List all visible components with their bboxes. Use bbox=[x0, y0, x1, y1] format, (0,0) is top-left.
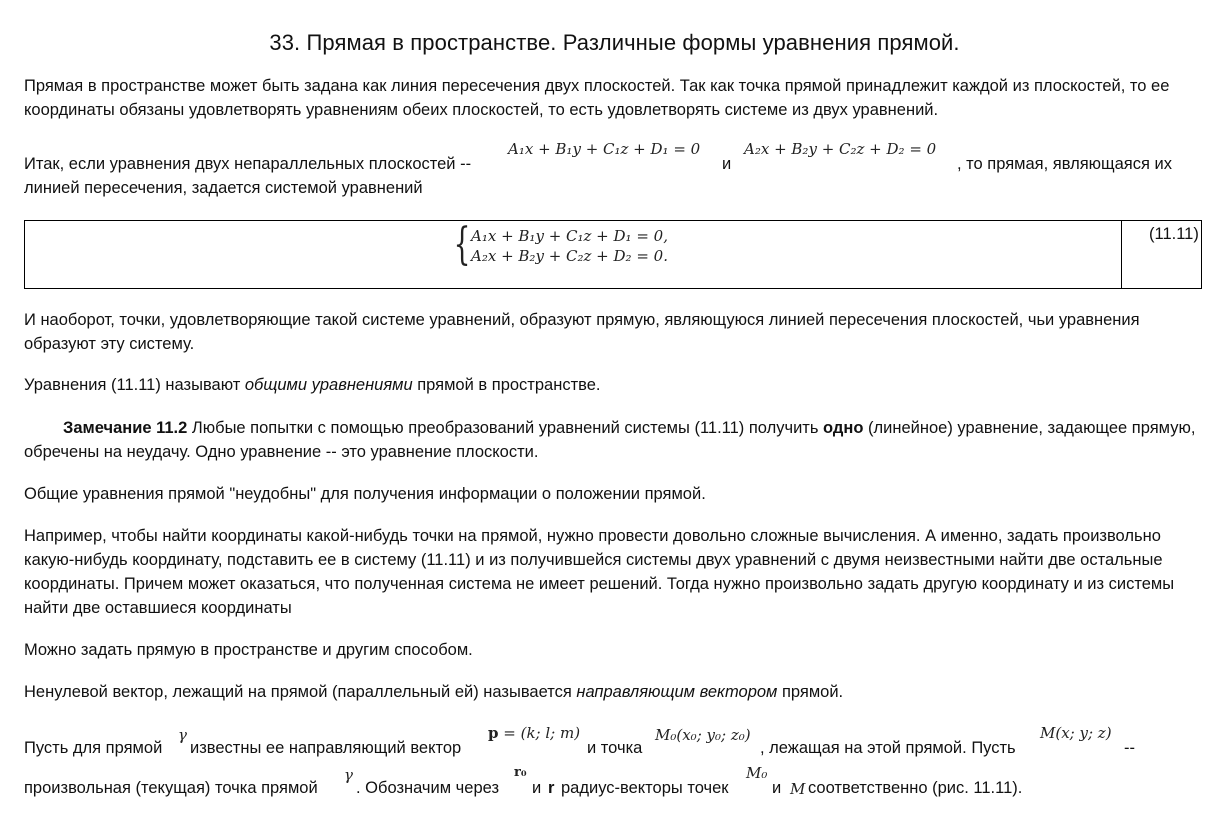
gamma-symbol: γ bbox=[178, 726, 187, 744]
point-M: M(x; y; z) bbox=[1040, 724, 1112, 742]
brace-symbol: { bbox=[453, 219, 471, 270]
system-equation-2: A₂x + B₂y + C₂z + D₂ = 0. bbox=[471, 247, 668, 265]
point-M0-short: M₀ bbox=[746, 764, 768, 782]
paragraph-other-way: Можно задать прямую в пространстве и другим способом. bbox=[24, 641, 473, 659]
direction-vector-formula bbox=[488, 724, 580, 742]
box-divider bbox=[1121, 221, 1122, 288]
point-M0: M₀(x₀; y₀; z₀) bbox=[655, 726, 751, 744]
p9-text-f: произвольная (текущая) точка прямой bbox=[24, 779, 318, 797]
vector-p-coords: = (k; l; m) bbox=[503, 724, 581, 742]
p9-text-g: . Обозначим через bbox=[356, 779, 500, 797]
remark-label: Замечание 11.2 bbox=[63, 419, 188, 437]
remark-11-2 bbox=[24, 416, 1209, 464]
text: Любые попытки с помощью преобразований уравнений системы (11.11) получить bbox=[187, 419, 824, 437]
paragraph-conversely: И наоборот, точки, удовлетворяющие такой системе уравнений, образуют прямую, являющуюся линией пересечения плоскостей, чьи уравнения образуют эту систему. bbox=[24, 311, 1140, 353]
equation-number: (11.11) bbox=[1149, 225, 1199, 243]
equation-system-box bbox=[24, 220, 1202, 289]
page-title: 33. Прямая в пространстве. Различные формы уравнения прямой. bbox=[269, 30, 960, 55]
text: прямой в пространстве. bbox=[412, 376, 601, 394]
text: прямой. bbox=[777, 683, 844, 701]
p9-text-a: Пусть для прямой bbox=[24, 739, 163, 757]
p9-text-j: и bbox=[772, 779, 782, 797]
text: (линейное) уравнение, задающее прямую, обречены на неудачу. Одно уравнение -- это уравнение плоскости. bbox=[24, 419, 1196, 461]
paragraph-direction-vector bbox=[24, 680, 1209, 704]
paragraph-2-end: , то прямая, являющаяся их bbox=[957, 155, 1172, 173]
p9-text-c: и точка bbox=[587, 739, 643, 757]
paragraph-general-equations bbox=[24, 373, 1209, 397]
text: Ненулевой вектор, лежащий на прямой (параллельный ей) называется bbox=[24, 683, 577, 701]
p9-text-b: известны ее направляющий вектор bbox=[190, 739, 462, 757]
vector-r: r bbox=[548, 779, 555, 797]
term-direction-vector: направляющим вектором bbox=[576, 683, 778, 701]
text: Уравнения (11.11) называют bbox=[24, 376, 245, 394]
p9-text-i: радиус-векторы точек bbox=[561, 779, 729, 797]
gamma-symbol-2: γ bbox=[344, 766, 353, 784]
paragraph-example: Например, чтобы найти координаты какой-нибудь точки на прямой, нужно провести довольно сложные вычисления. А именно, задать произвольно какую-нибудь координату, подставить ее в систему (11.11) и из получившейся системы двух уравнений с двумя неизвестными найти две остальные координаты. Причем может оказаться, что полученная система не имеет решений. Тогда нужно произвольно задать другую координату и из системы найти две оставшиеся координаты bbox=[24, 527, 1175, 617]
paragraph-intro: Прямая в пространстве может быть задана как линия пересечения двух плоскостей. Так как точка прямой принадлежит каждой из плоскостей, то ее координаты обязаны удовлетворять уравнениям обеих плоскостей, то есть удовлетворять системе из двух уравнений. bbox=[24, 77, 1170, 119]
p9-text-k: соответственно (рис. 11.11). bbox=[808, 779, 1023, 797]
paragraph-inconvenient: Общие уравнения прямой "неудобны" для получения информации о положении прямой. bbox=[24, 485, 706, 503]
paragraph-2-line2: линией пересечения, задается системой уравнений bbox=[24, 179, 423, 197]
term-general-equations: общими уравнениями bbox=[244, 376, 413, 394]
remark-strong: одно bbox=[823, 419, 864, 437]
p9-dash: -- bbox=[1124, 739, 1135, 757]
paragraph-2-start: Итак, если уравнения двух непараллельных плоскостей -- bbox=[24, 155, 472, 173]
formula-plane-1: A₁x + B₁y + C₁z + D₁ = 0 bbox=[508, 140, 701, 158]
system-equation-1: A₁x + B₁y + C₁z + D₁ = 0, bbox=[471, 227, 668, 245]
vector-r0: r₀ bbox=[514, 765, 527, 780]
point-M-short: M bbox=[790, 780, 806, 798]
p9-text-h: и bbox=[532, 779, 542, 797]
formula-plane-2: A₂x + B₂y + C₂z + D₂ = 0 bbox=[744, 140, 937, 158]
p9-text-d: , лежащая на этой прямой. Пусть bbox=[760, 739, 1016, 757]
vector-p: p bbox=[488, 724, 499, 742]
conjunction-and: и bbox=[722, 155, 732, 173]
